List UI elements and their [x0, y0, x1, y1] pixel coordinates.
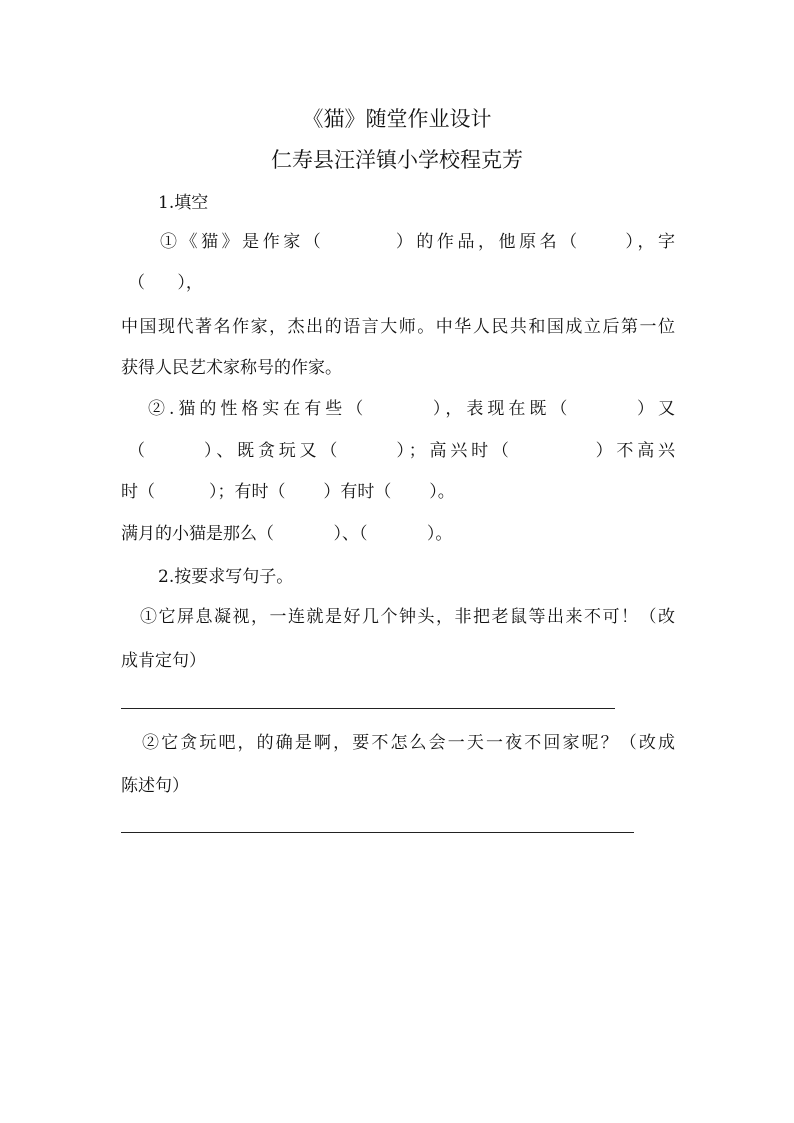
q1-line-4: 获得人民艺术家称号的作家。	[121, 358, 342, 378]
q2-line-2: （ ）、既贪玩又（ ）；高兴时（ ）不高兴	[128, 441, 675, 461]
author-line: 仁寿县汪洋镇小学校程克芳	[271, 148, 523, 172]
s2-line-1: ②它贪玩吧，的确是啊，要不怎么会一天一夜不回家呢？（改成	[142, 733, 675, 753]
q2-line-4: 满月的小猫是那么（ ）、（ ）。	[121, 524, 453, 544]
s1-line-1: ①它屏息凝视，一连就是好几个钟头，非把老鼠等出来不可！（改	[140, 607, 675, 627]
q1-line-3: 中国现代著名作家，杰出的语言大师。中华人民共和国成立后第一位	[121, 317, 675, 337]
q2-line-1: ②.猫的性格实在有些（ ），表现在既（ ）又	[148, 399, 675, 419]
q1-line-1: ①《猫》是作家（ ）的作品，他原名（ ），字	[160, 232, 675, 252]
answer-line-1	[121, 708, 615, 709]
section-heading-fill-blank: 1.填空	[158, 193, 209, 213]
s2-line-2: 陈述句）	[121, 776, 189, 796]
page-title: 《猫》随堂作业设计	[302, 107, 492, 131]
section-heading-rewrite: 2.按要求写句子。	[158, 567, 294, 587]
s1-line-2: 成肯定句）	[121, 651, 206, 671]
q2-line-3: 时（ ）；有时（ ）有时（ ）。	[121, 482, 455, 502]
q1-line-2: （ ），	[128, 273, 203, 293]
answer-line-2	[121, 832, 634, 833]
